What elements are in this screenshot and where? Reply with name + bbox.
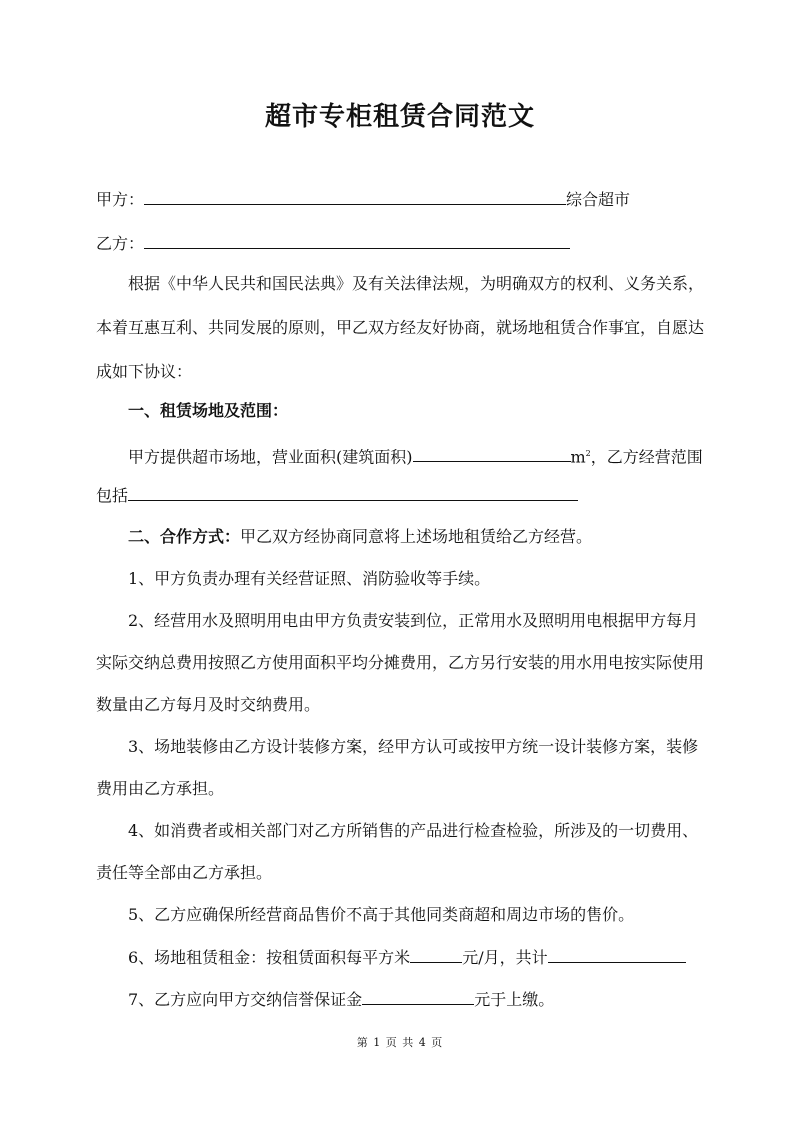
deposit-label: 7、乙方应向甲方交纳信誉保证金 [128, 990, 363, 1009]
rent-price-blank [410, 946, 462, 963]
item-2-line-1: 2、经营用水及照明用电由甲方负责安装到位，正常用水及照明用电根据甲方每月 [128, 611, 699, 630]
item-4-line-1: 4、如消费者或相关部门对乙方所销售的产品进行检查检验，所涉及的一切费用、 [128, 821, 699, 840]
item-2-line-2: 实际交纳总费用按照乙方使用面积平均分摊费用，乙方另行安装的用水用电按实际使用 [96, 653, 705, 672]
item-1: 1、甲方负责办理有关经营证照、消防验收等手续。 [128, 569, 491, 588]
intro-line-3: 成如下协议： [96, 362, 193, 381]
item-3-line-1: 3、场地装修由乙方设计装修方案，经甲方认可或按甲方统一设计装修方案，装修 [128, 737, 699, 756]
section2-heading: 二、合作方式： [128, 527, 241, 546]
item-2-line-3: 数量由乙方每月及时交纳费用。 [96, 695, 321, 714]
deposit-suffix: 元于上缴。 [474, 990, 555, 1009]
document-title: 超市专柜租赁合同范文 [264, 102, 535, 132]
item-7 [128, 988, 554, 1011]
party-b-label: 乙方： [96, 234, 145, 253]
area-label: 甲方提供超市场地，营业面积(建筑面积) [128, 447, 413, 467]
party-a-label: 甲方： [96, 190, 145, 209]
item-3-line-2: 费用由乙方承担。 [96, 779, 225, 798]
rent-total-blank [548, 946, 686, 963]
section1-heading: 一、租赁场地及范围： [128, 401, 289, 420]
intro-line-2: 本着互惠互利、共同发展的原则，甲乙双方经友好协商，就场地租赁合作事宜，自愿达 [96, 318, 705, 337]
item-5: 5、乙方应确保所经营商品售价不高于其他同类商超和周边市场的售价。 [128, 905, 635, 924]
area-unit: m [570, 447, 586, 467]
rent-unit: 元/月，共计 [462, 948, 548, 967]
section2-line [128, 526, 592, 548]
party-a-blank [144, 188, 566, 205]
section2-text: 甲乙双方经协商同意将上述场地租赁给乙方经营。 [240, 527, 593, 546]
scope-blank [128, 484, 578, 501]
deposit-blank [362, 988, 474, 1005]
party-b-line [96, 232, 570, 255]
scope-label: ，乙方经营范围 [590, 447, 703, 467]
section1-line-1 [128, 443, 703, 468]
party-a-suffix: 综合超市 [566, 190, 631, 209]
area-unit-sup: 2 [585, 449, 591, 458]
scope-include-label: 包括 [96, 486, 129, 505]
item-4-line-2: 责任等全部由乙方承担。 [96, 863, 273, 882]
area-blank [413, 445, 571, 462]
page-footer: 第 1 页 共 4 页 [356, 1036, 444, 1049]
section1-line-2 [96, 484, 578, 507]
item-6 [128, 946, 686, 969]
party-b-blank [144, 232, 570, 249]
party-a-line [96, 188, 630, 211]
intro-line-1: 根据《中华人民共和国民法典》及有关法律法规，为明确双方的权利、义务关系， [128, 274, 705, 293]
rent-label: 6、场地租赁租金：按租赁面积每平方米 [128, 948, 411, 967]
